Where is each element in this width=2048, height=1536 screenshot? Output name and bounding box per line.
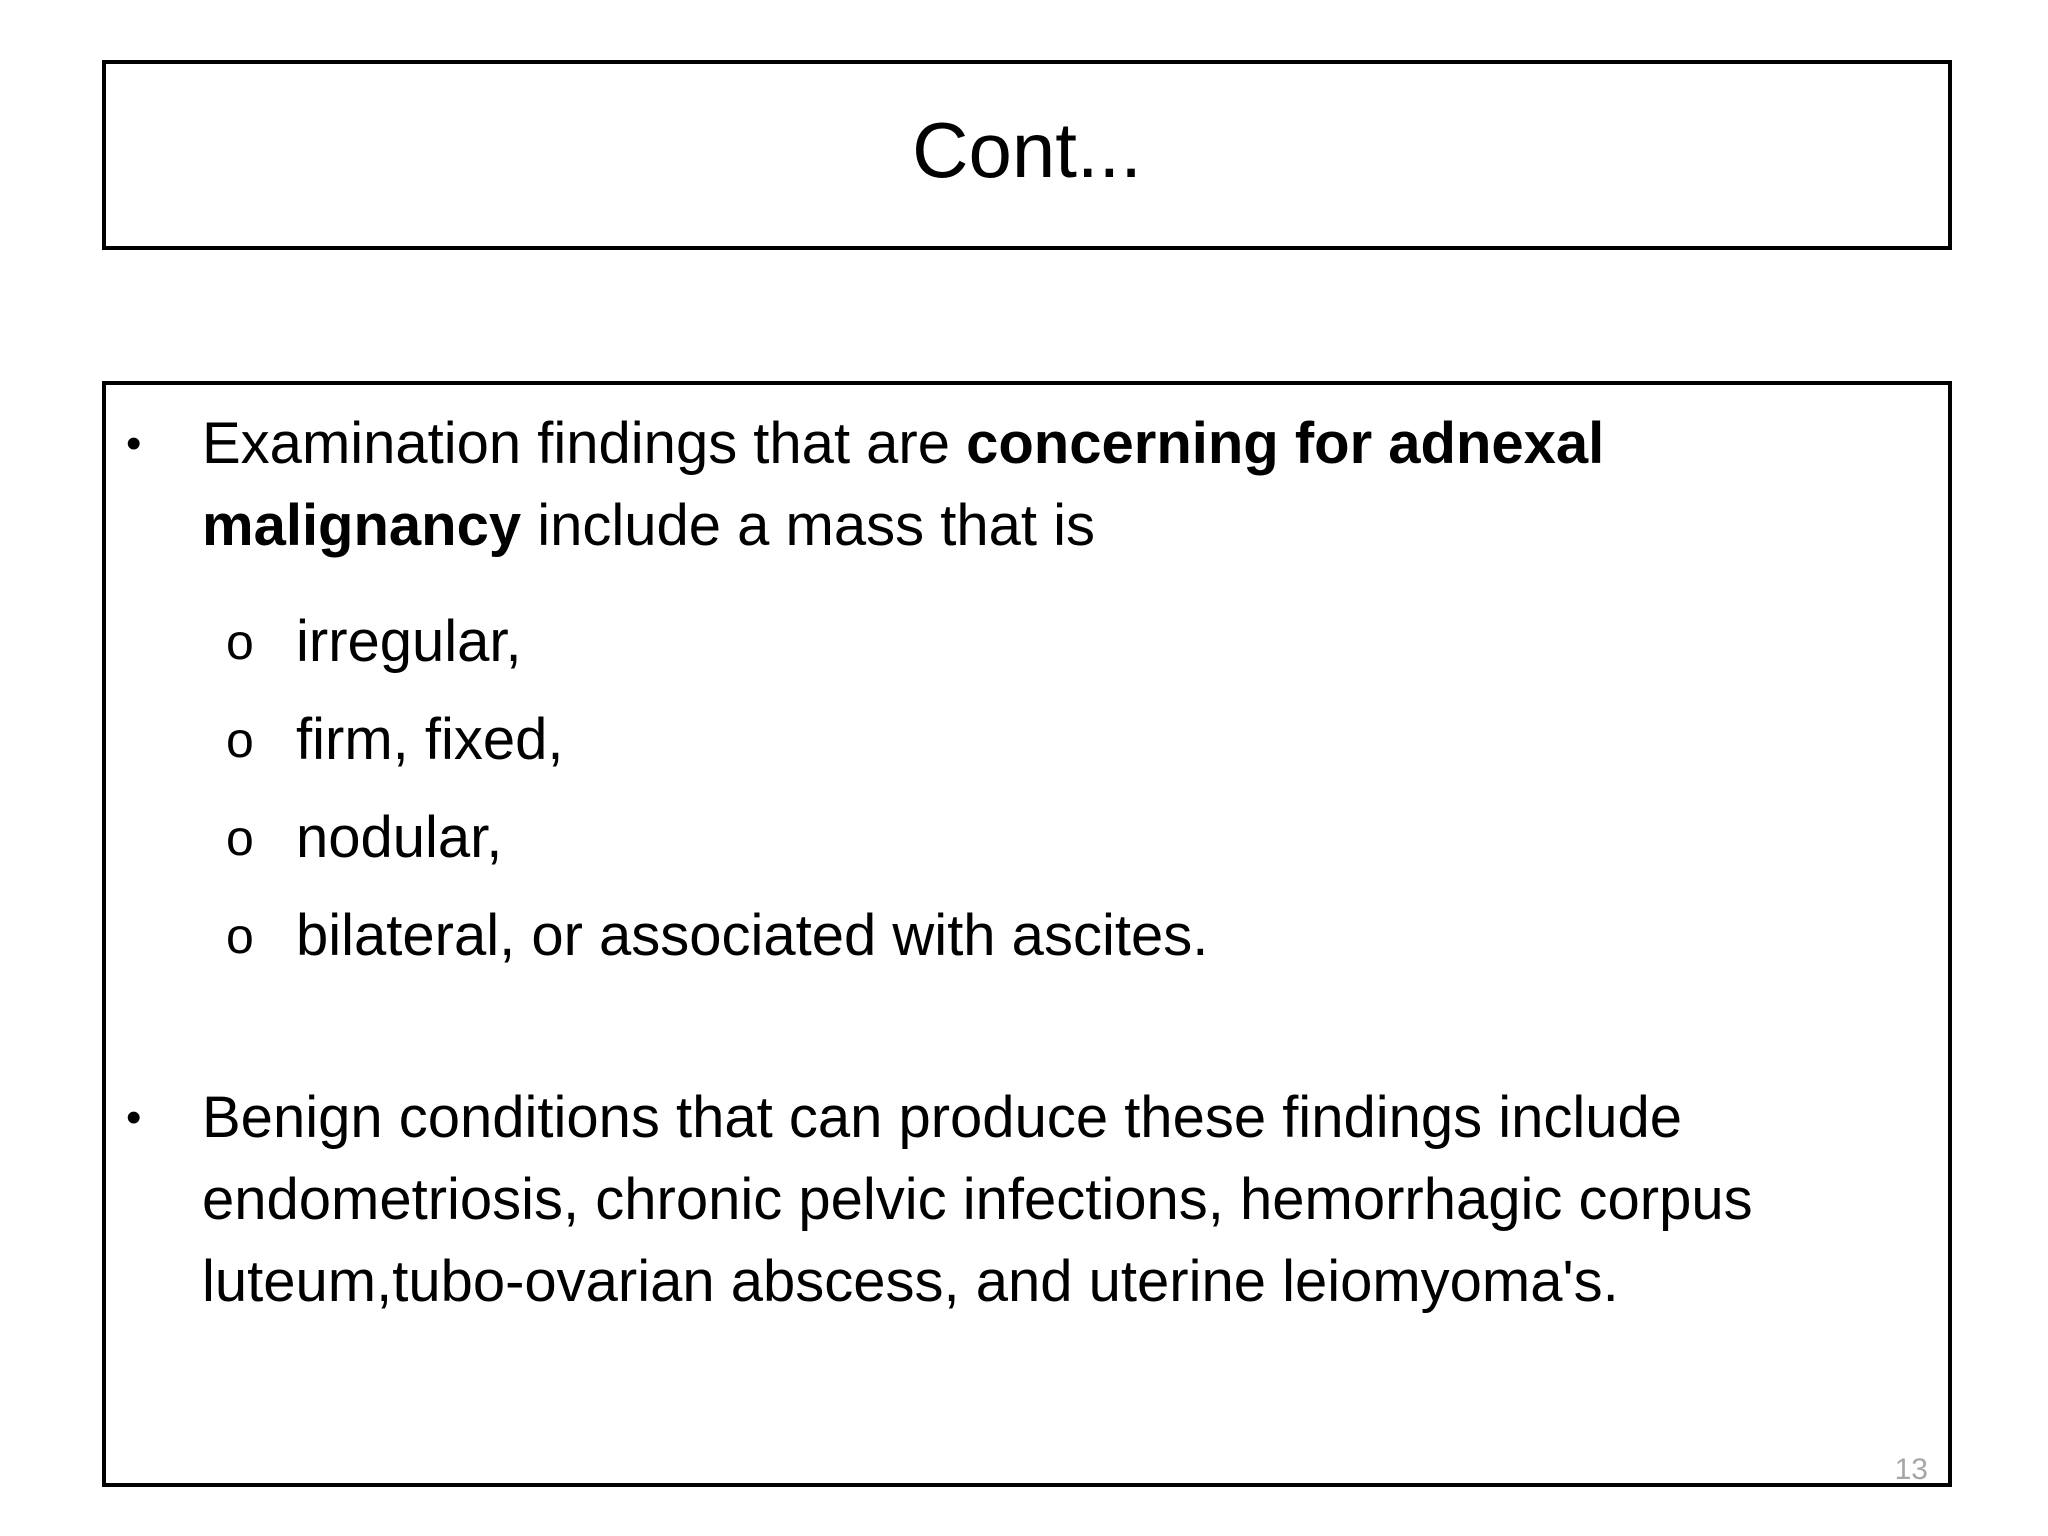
circle-bullet-icon: o bbox=[226, 712, 254, 768]
bullet-text-intro: Examination findings that are bbox=[202, 411, 967, 476]
circle-bullet-icon: o bbox=[226, 810, 254, 866]
sub-item-text: nodular, bbox=[296, 805, 503, 870]
sub-item-text: irregular, bbox=[296, 609, 522, 674]
sub-item-text: firm, fixed, bbox=[296, 707, 564, 772]
circle-bullet-icon: o bbox=[226, 614, 254, 670]
bullet-text-emphasis: concerning for adnexal malignancy bbox=[202, 411, 1605, 558]
sub-list bbox=[226, 593, 1908, 985]
sub-list-item bbox=[226, 789, 1908, 887]
circle-bullet-icon: o bbox=[226, 908, 254, 964]
slide-title: Cont... bbox=[912, 106, 1142, 194]
bullet-dot-icon: • bbox=[126, 419, 142, 468]
sub-list-item bbox=[226, 691, 1908, 789]
sub-list-item bbox=[226, 593, 1908, 691]
sub-list-item bbox=[226, 887, 1908, 985]
slide-number: 13 bbox=[1894, 1453, 1928, 1486]
bullet-text bbox=[202, 403, 1908, 567]
bullet-dot-icon: • bbox=[126, 1093, 142, 1142]
title-box bbox=[102, 60, 1952, 250]
content-box bbox=[102, 381, 1952, 1487]
bullet-text: Benign conditions that can produce these findings include endometriosis, chronic pelvic infections, hemorrhagic corpus luteum,tubo-ovarian abscess, and uterine leiomyoma's. bbox=[202, 1085, 1753, 1314]
bullet-text-outro: include a mass that is bbox=[521, 493, 1095, 558]
sub-item-text: bilateral, or associated with ascites. bbox=[296, 903, 1209, 968]
